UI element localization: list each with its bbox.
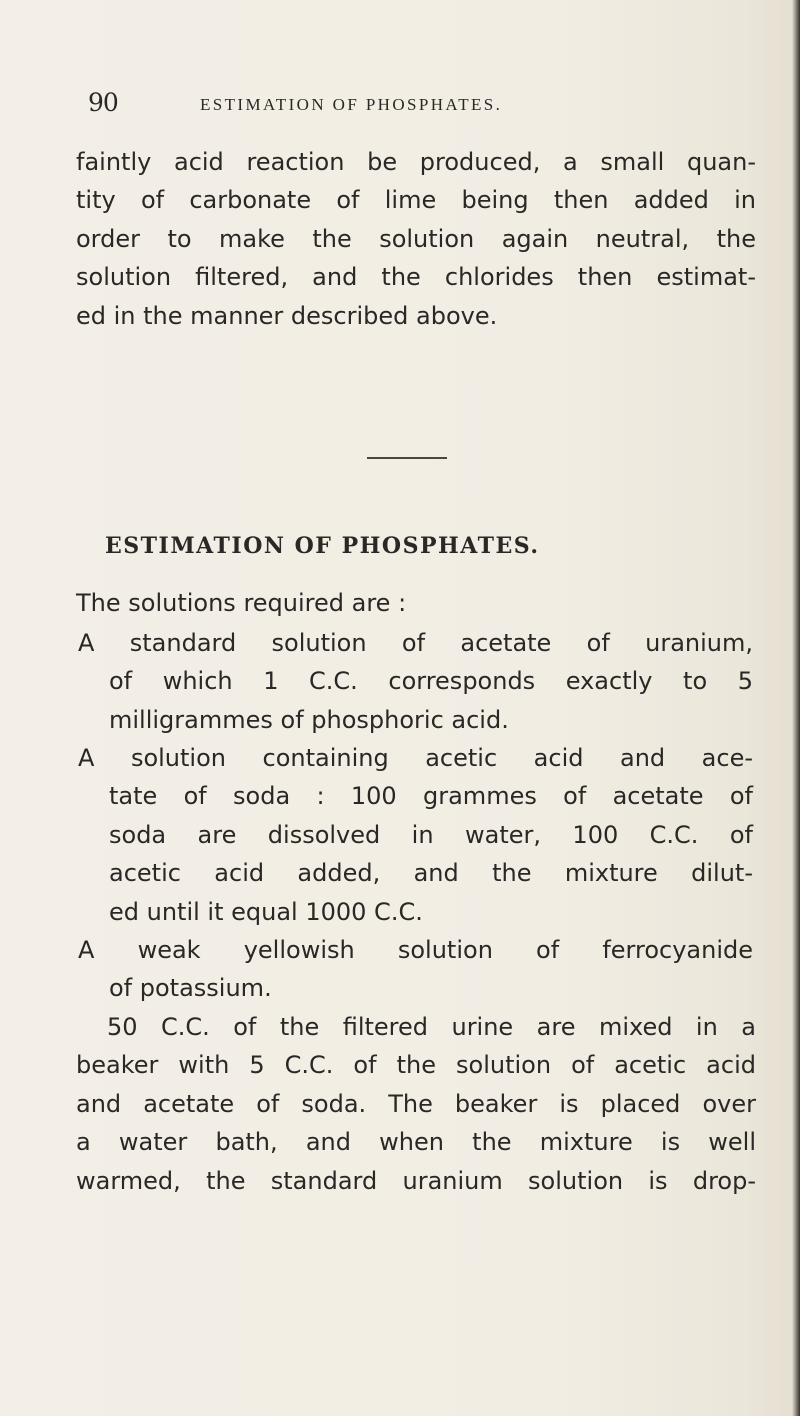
text-line: A solution containing acetic acid and ace- <box>78 744 753 772</box>
text-line: of which 1 C.C. corresponds exactly to 5 <box>109 667 753 696</box>
running-head <box>88 88 728 118</box>
text-line: acetic acid added, and the mixture dilut- <box>109 859 753 888</box>
text-line: 50 C.C. of the filtered urine are mixed in a <box>107 1013 756 1041</box>
closing-paragraph <box>76 1008 756 1200</box>
text-line: ed until it equal 1000 C.C. <box>109 897 423 926</box>
text-line: milligrammes of phosphoric acid. <box>109 705 509 734</box>
text-line: order to make the solution again neutral, the <box>76 224 756 253</box>
text-line: solution filtered, and the chlorides then estimat- <box>76 263 756 292</box>
text-line: faintly acid reaction be produced, a small quan- <box>76 148 756 176</box>
text-line: tate of soda : 100 grammes of acetate of <box>109 782 753 811</box>
text-line: soda are dissolved in water, 100 C.C. of <box>109 820 753 849</box>
text-line: tity of carbonate of lime being then added in <box>76 186 756 215</box>
section-title: ESTIMATION OF PHOSPHATES. <box>105 533 540 559</box>
list-item-ferrocyanide-solution <box>78 931 753 1008</box>
list-item-acetic-solution <box>78 739 753 931</box>
text-line: of potassium. <box>109 974 272 1003</box>
page-edge-shadow <box>792 0 800 1416</box>
section-intro: The solutions required are : <box>76 589 407 617</box>
text-line: beaker with 5 C.C. of the solution of acetic acid <box>76 1051 756 1080</box>
text-line: A standard solution of acetate of uranium, <box>78 629 753 657</box>
list-item-uranium-solution <box>78 624 753 739</box>
page-number: 90 <box>88 88 118 117</box>
text-line: warmed, the standard uranium solution is drop- <box>76 1166 756 1195</box>
text-line: a water bath, and when the mixture is well <box>76 1128 756 1157</box>
section-divider <box>367 457 447 459</box>
text-line: and acetate of soda. The beaker is placed over <box>76 1089 756 1118</box>
running-head-title: ESTIMATION OF PHOSPHATES. <box>200 95 503 114</box>
opening-paragraph <box>76 143 756 335</box>
text-line: ed in the manner described above. <box>76 301 498 330</box>
text-line: A weak yellowish solution of ferrocyanide <box>78 936 753 964</box>
